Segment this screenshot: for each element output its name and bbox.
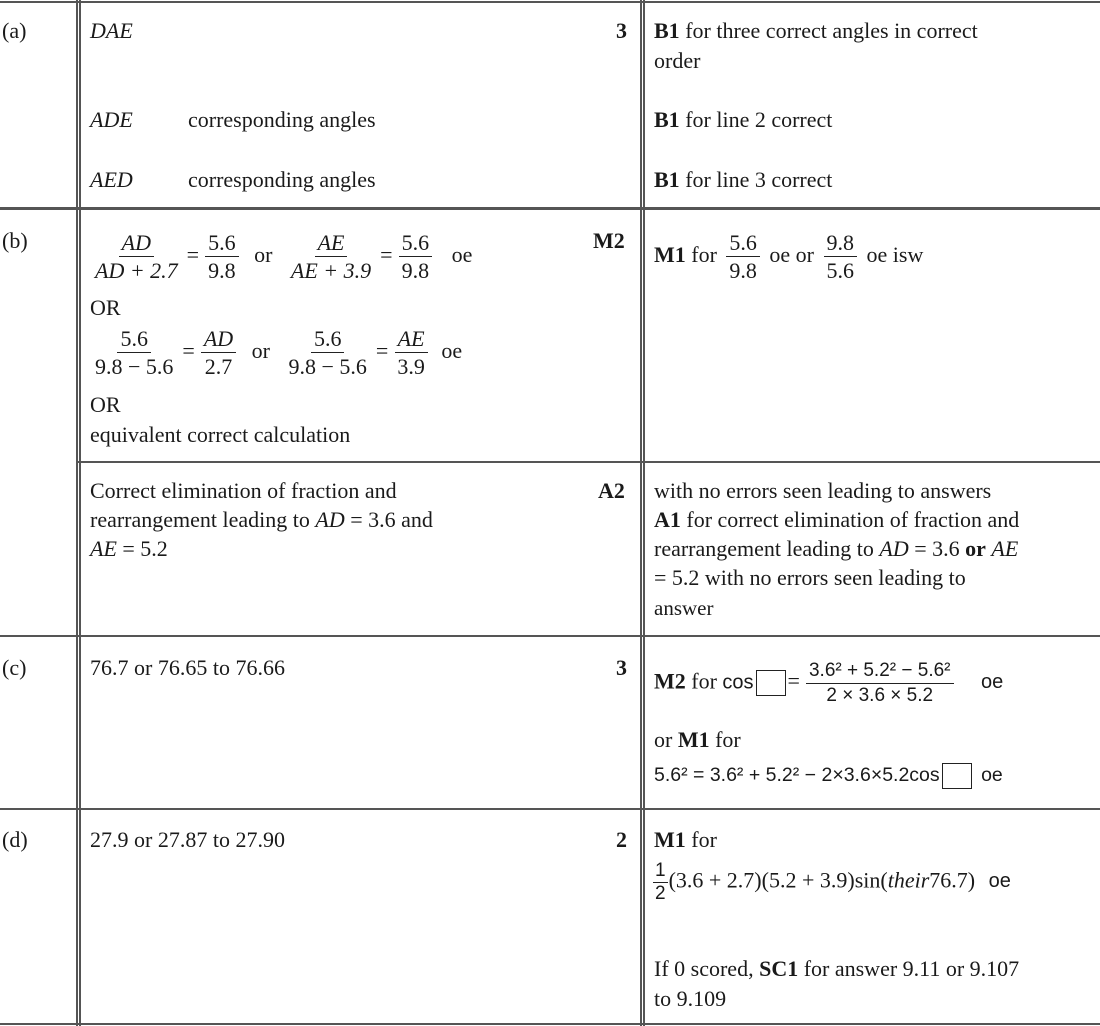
fraction: $\frac{5.6}{9.8}$ [399, 230, 433, 284]
fraction: $\frac{9.8}{5.6}$ [824, 230, 858, 284]
answer-angle: ADE [90, 107, 133, 132]
mark-code: B1 [654, 18, 680, 43]
mark-value: 3 [616, 655, 627, 680]
fraction: $\frac{1}{2}$ [655, 860, 666, 904]
guidance-text: for line 3 correct [685, 167, 833, 192]
part-label: (d) [2, 827, 28, 852]
fraction: $\frac{AD}{AD + 2.7}$ [95, 230, 178, 284]
column-divider [643, 0, 645, 1026]
fraction: $\frac{5.6}{9.8 - 5.6}$ [95, 326, 174, 380]
guidance-line [654, 107, 832, 133]
guidance-text: with no errors seen leading to answers [654, 478, 992, 503]
answer-text: rearrangement leading to AD = 3.6 and [90, 507, 433, 532]
part-label: (a) [2, 18, 27, 43]
guidance-line: A1 for correct elimination of fraction and [654, 507, 1020, 532]
answer-angle: DAE [90, 18, 133, 43]
or-separator: OR [90, 295, 121, 320]
answer-text: 76.7 or 76.65 to 76.66 [90, 655, 285, 680]
bracket-placeholder [756, 670, 773, 696]
mark-value: 2 [616, 827, 627, 852]
column-divider [640, 0, 642, 1026]
mark-code: B1 [654, 167, 680, 192]
guidance-text: for three correct angles in correct [685, 18, 978, 43]
part-label: (c) [2, 655, 27, 680]
answer-reason: corresponding angles [188, 107, 376, 132]
guidance-line: M2 for cos = $\frac{\text{3.6² + 5.2² − 5.6²}}{2 \times 3.6 \times 5.2}$ oe [654, 660, 1004, 706]
guidance-text: answer [654, 596, 714, 620]
guidance-line: or M1 for [654, 727, 741, 752]
guidance-line [654, 167, 832, 193]
guidance-line: M1 for $\frac{5.6}{9.8}$ oe or $\frac{9.8}{5.6}$ oe isw [654, 230, 924, 284]
mark-code: B1 [654, 107, 680, 132]
fraction: $\frac{5.6}{9.8 - 5.6}$ [288, 326, 367, 380]
guidance-equation: $\frac{1}{2}$ (3.6 + 2.7)(5.2 + 3.9)sin(their76.7) oe [655, 860, 1011, 904]
guidance-text: order [654, 48, 701, 73]
bracket-placeholder [942, 763, 959, 789]
guidance-line [654, 18, 978, 44]
fraction: $\frac{AE}{3.9}$ [394, 326, 428, 380]
row-divider [0, 635, 1100, 637]
equation-line-1: $\frac{AD}{AD + 2.7}$ = $\frac{5.6}{9.8}$ or $\frac{AE}{AE + 3.9}$ = $\frac{5.6}{9.8}$ oe [88, 230, 472, 284]
column-divider [79, 0, 81, 1026]
mark-value: 3 [616, 18, 627, 43]
row-divider [0, 207, 1100, 210]
or-separator: OR [90, 392, 121, 417]
fraction: $\frac{\text{3.6² + 5.2² − 5.6²}}{2 \times 3.6 \times 5.2}$ [806, 660, 954, 707]
guidance-line: M1 for [654, 827, 717, 852]
fraction: $\frac{AD}{2.7}$ [201, 326, 236, 380]
part-label: (b) [2, 228, 28, 253]
answer-text: 27.9 or 27.87 to 27.90 [90, 827, 285, 852]
fraction: $\frac{5.6}{9.8}$ [726, 230, 760, 284]
answer-text: AE = 5.2 [90, 536, 168, 561]
mark-value: M2 [593, 228, 625, 253]
row-divider [0, 808, 1100, 810]
guidance-text: = 5.2 with no errors seen leading to [654, 565, 966, 590]
guidance-text: to 9.109 [654, 986, 727, 1011]
guidance-line: rearrangement leading to AD = 3.6 or AE [654, 536, 1019, 561]
answer-text: equivalent correct calculation [90, 422, 351, 447]
fraction: $\frac{AE}{AE + 3.9}$ [290, 230, 372, 284]
equation-line-2: $\frac{5.6}{9.8 - 5.6}$ = $\frac{AD}{2.7}$ or $\frac{5.6}{9.8 - 5.6}$ = $\frac{AE}{3.9}$ oe [88, 326, 462, 380]
column-divider [76, 0, 78, 1026]
guidance-text: for line 2 correct [685, 107, 833, 132]
row-divider [78, 461, 1100, 463]
answer-text: Correct elimination of fraction and [90, 478, 397, 503]
fraction: $\frac{5.6}{9.8}$ [205, 230, 239, 284]
row-divider [0, 1023, 1100, 1025]
guidance-equation: 5.6² = 3.6² + 5.2² − 2×3.6×5.2cos oe [654, 763, 1003, 789]
mark-value: A2 [598, 478, 625, 503]
row-divider [0, 1, 1100, 3]
guidance-line: If 0 scored, SC1 for answer 9.11 or 9.107 [654, 956, 1020, 981]
answer-angle: AED [90, 167, 133, 192]
answer-reason: corresponding angles [188, 167, 376, 192]
